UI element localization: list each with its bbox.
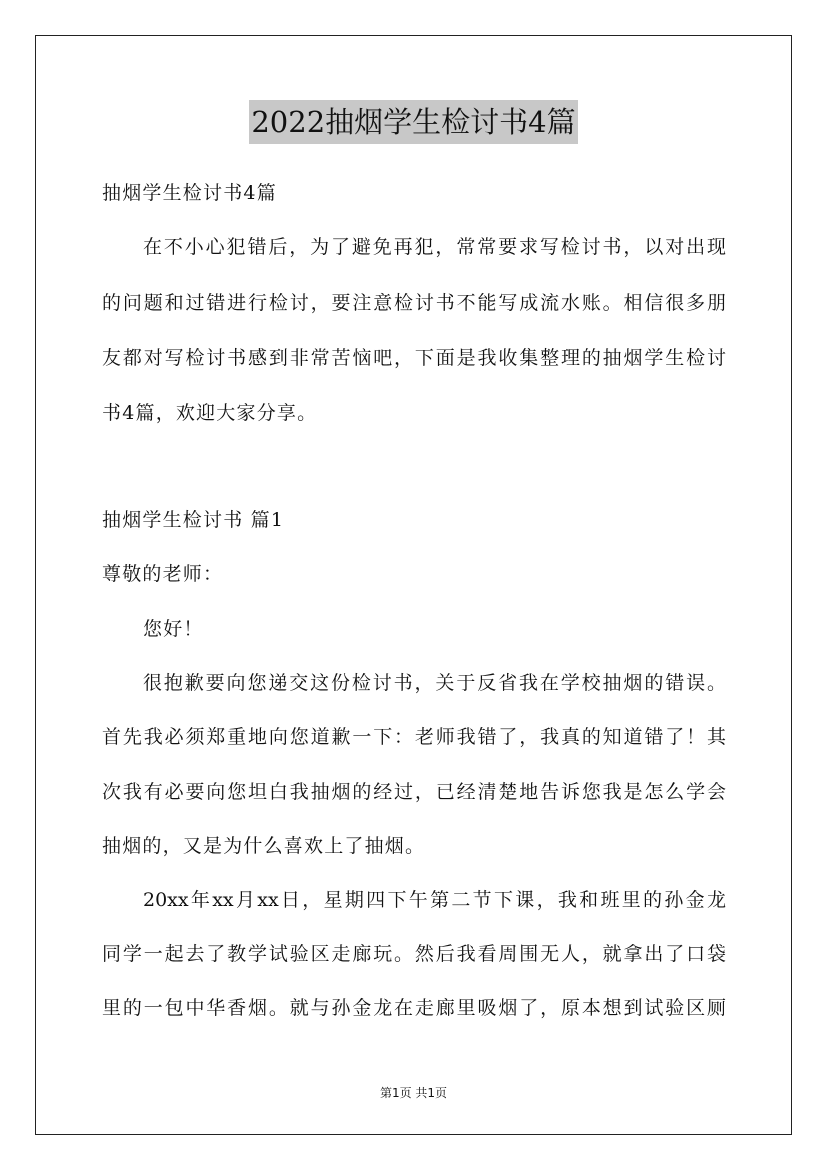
document-title: 2022抽烟学生检讨书4篇 (249, 100, 577, 144)
para2-line-1: 20xx年xx月xx日，星期四下午第二节下课，我和班里的孙金龙 (143, 889, 726, 911)
salutation: 尊敬的老师： (102, 563, 224, 585)
greeting: 您好！ (143, 618, 204, 640)
para1-line-2: 首先我必须郑重地向您道歉一下：老师我错了，我真的知道错了！其 (102, 726, 726, 748)
section-heading: 抽烟学生检讨书 篇1 (102, 509, 285, 531)
para1-line-3: 次我有必要向您坦白我抽烟的经过，已经清楚地告诉您我是怎么学会 (102, 781, 726, 803)
para1-line-1: 很抱歉要向您递交这份检讨书，关于反省我在学校抽烟的错误。 (143, 672, 726, 694)
title-container (0, 100, 827, 144)
para2-line-2: 同学一起去了教学试验区走廊玩。然后我看周围无人，就拿出了口袋 (102, 943, 726, 965)
intro-line-4: 书4篇，欢迎大家分享。 (102, 402, 318, 424)
intro-line-3: 友都对写检讨书感到非常苦恼吧，下面是我收集整理的抽烟学生检讨 (102, 347, 726, 369)
para1-line-4: 抽烟的，又是为什么喜欢上了抽烟。 (102, 835, 426, 857)
page-footer: 第1页 共1页 (379, 1086, 448, 1100)
intro-line-1: 在不小心犯错后，为了避免再犯，常常要求写检讨书，以对出现 (143, 236, 726, 258)
document-subtitle: 抽烟学生检讨书4篇 (102, 182, 277, 204)
para2-line-3: 里的一包中华香烟。就与孙金龙在走廊里吸烟了，原本想到试验区厕 (102, 997, 726, 1019)
intro-line-2: 的问题和过错进行检讨，要注意检讨书不能写成流水账。相信很多朋 (102, 292, 726, 314)
